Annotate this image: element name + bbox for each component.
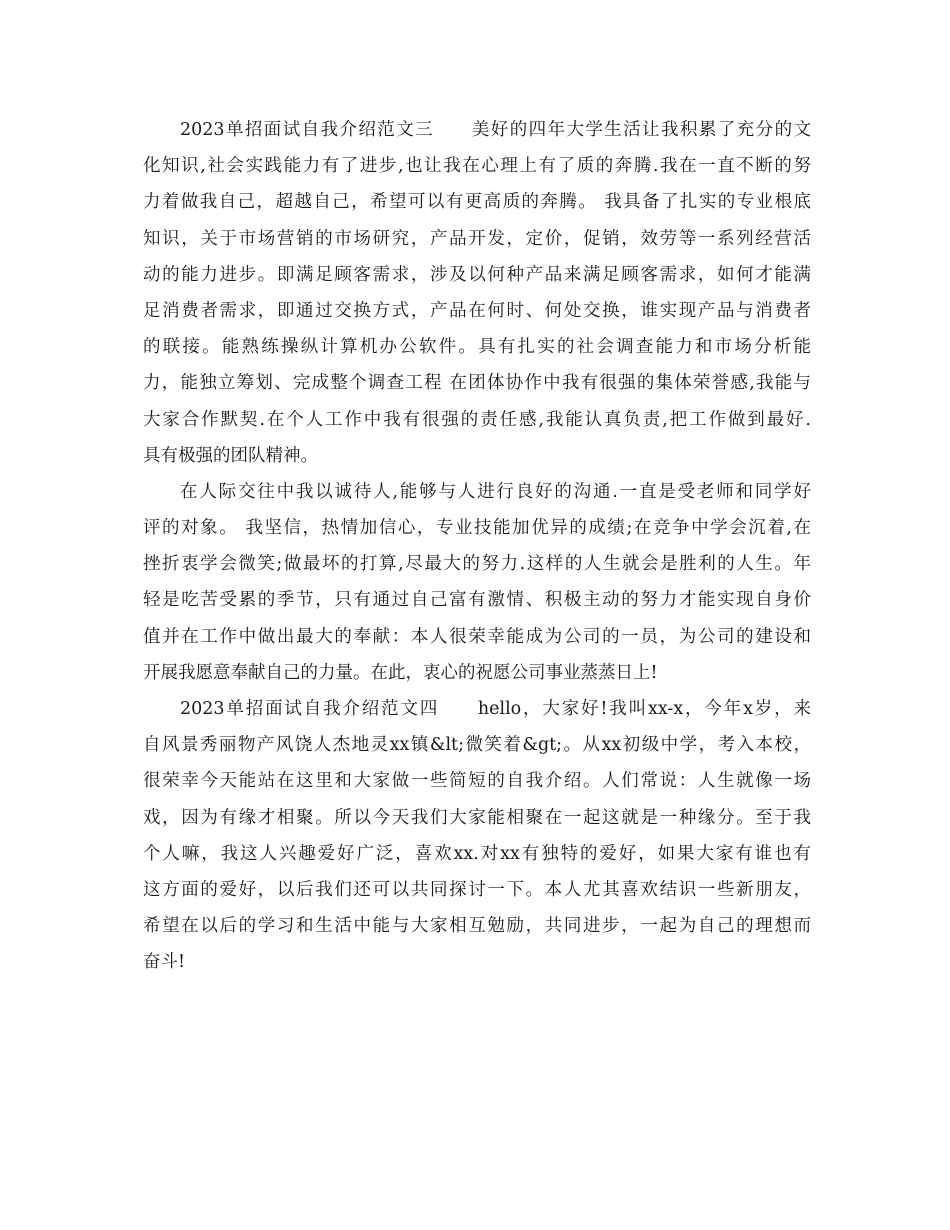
text-line: 2023单招面试自我介绍范文四 hello，大家好!我叫xx-x，今年x岁，来	[180, 699, 811, 719]
text-line: 自风景秀丽物产风饶人杰地灵xx镇&lt;微笑着&gt;。从xx初级中学，考入本校，	[143, 735, 811, 756]
text-line: 动的能力进步。即满足顾客需求，涉及以何种产品来满足顾客需求，如何才能满	[143, 264, 811, 285]
text-line: 评的对象。 我坚信，热情加信心，专业技能加优异的成绩;在竞争中学会沉着,在	[143, 518, 811, 539]
text-line: 开展我愿意奉献自己的力量。在此，衷心的祝愿公司事业蒸蒸日上!	[143, 662, 658, 683]
text-line: 知识，关于市场营销的市场研究，产品开发，定价，促销，效劳等一系列经营活	[143, 228, 811, 249]
text-line: 挫折衷学会微笑;做最坏的打算,尽最大的努力.这样的人生就会是胜利的人生。年	[143, 554, 811, 575]
paragraph-2	[143, 474, 811, 691]
text-line: 希望在以后的学习和生活中能与大家相互勉励，共同进步，一起为自己的理想而	[143, 916, 811, 937]
paragraph-3	[143, 691, 811, 981]
text-line: 力着做我自己，超越自己，希望可以有更高质的奔腾。 我具备了扎实的专业根底	[143, 192, 811, 213]
text-line: 这方面的爱好，以后我们还可以共同探讨一下。本人尤其喜欢结识一些新朋友，	[143, 879, 811, 900]
paragraph-1	[143, 112, 811, 474]
text-line: 个人嘛，我这人兴趣爱好广泛，喜欢xx.对xx有独特的爱好，如果大家有谁也有	[143, 843, 811, 864]
text-line: 在人际交往中我以诚待人,能够与人进行良好的沟通.一直是受老师和同学好	[180, 481, 811, 502]
text-line: 足消费者需求，即通过交换方式，产品在何时、何处交换，谁实现产品与消费者	[143, 300, 811, 321]
text-line: 力，能独立筹划、完成整个调查工程 在团体协作中我有很强的集体荣誉感,我能与	[143, 373, 811, 394]
text-line: 的联接。能熟练操纵计算机办公软件。具有扎实的社会调查能力和市场分析能	[143, 337, 811, 358]
text-line: 奋斗!	[143, 952, 186, 973]
text-line: 具有极强的团队精神。	[143, 445, 318, 466]
text-line: 很荣幸今天能站在这里和大家做一些简短的自我介绍。人们常说：人生就像一场	[143, 771, 811, 792]
document-body	[143, 112, 811, 981]
text-line: 化知识,社会实践能力有了进步,也让我在心理上有了质的奔腾.我在一直不断的努	[143, 156, 811, 177]
text-line: 2023单招面试自我介绍范文三 美好的四年大学生活让我积累了充分的文	[180, 120, 811, 140]
text-line: 戏，因为有缘才相聚。所以今天我们大家能相聚在一起这就是一种缘分。至于我	[143, 807, 811, 828]
text-line: 轻是吃苦受累的季节，只有通过自己富有激情、积极主动的努力才能实现自身价	[143, 590, 811, 611]
text-line: 值并在工作中做出最大的奉献：本人很荣幸能成为公司的一员，为公司的建设和	[143, 626, 811, 647]
text-line: 大家合作默契.在个人工作中我有很强的责任感,我能认真负责,把工作做到最好.	[143, 409, 811, 430]
